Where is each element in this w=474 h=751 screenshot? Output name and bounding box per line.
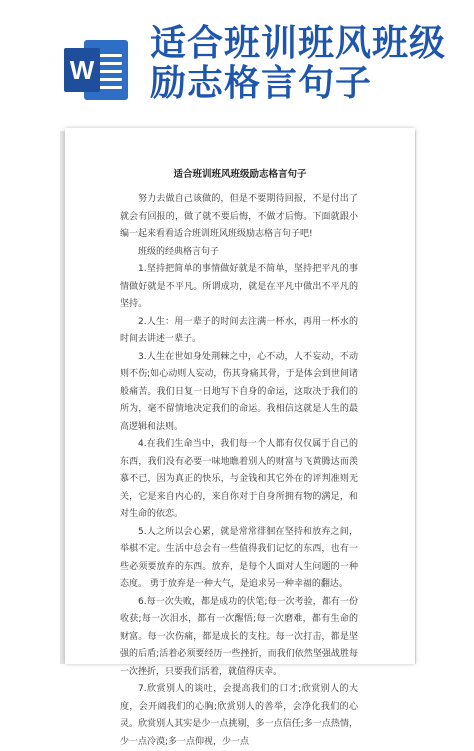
paragraph-intro: 努力去做自己该做的，但是不要期待回报，不是付出了就会有回报的，做了就不要后悔，不做才后悔。下面就跟小编一起来看看适合班训班风班级励志格言句子吧!	[120, 194, 358, 239]
header-banner	[0, 0, 474, 140]
paragraph-4: 4.在我们生命当中，我们每一个人都有仅仅属于自己的东西，我们没有必要一味地瞧着别人的财富与飞黄腾达而羡慕不已，因为真正的快乐，与金钱和其它外在的评判准则无关，它是来自内心的，来自你对于自身所拥有物的满足，和对生命的依恋。	[120, 439, 358, 519]
word-icon-letter: W	[64, 48, 100, 92]
paragraph-1: 1.坚持把简单的事情做好就是不简单，坚持把平凡的事情做好就是不平凡。所谓成功，就是在平凡中做出不平凡的坚持。	[120, 264, 358, 309]
document-heading: 适合班训班风班级励志格言句子	[173, 169, 307, 180]
paragraph-3: 3.人生在世如身处荆棘之中，心不动，人不妄动，不动则不伤;如心动则人妄动，伤其身痛其骨，于是体会到世间诸般痛苦。我们日复一日地写下自身的命运，这取决于我们的所为，毫不留情地决定我们的命运。我相信这就是人生的最高逻辑和法则。	[120, 351, 358, 432]
banner-title-line-1: 适合班训班风班级	[150, 23, 447, 64]
paragraph-6: 6.每一次失败，都是成功的伏笔;每一次考验，都有一份收获;每一次泪水，都有一次醒悟;每一次磨难，都有生命的财富。每一次伤痛，都是成长的支柱。每一次打击，都是坚强的后盾;活着必须要经历一些挫折，而我们依然坚强战胜每一次挫折，只要我们活着，就值得庆幸。	[120, 596, 358, 677]
banner-title-line-2: 励志格言句子	[150, 63, 373, 104]
document-page	[65, 128, 415, 747]
document-body	[120, 191, 358, 751]
paragraph-section-title: 班级的经典格言句子	[138, 246, 220, 257]
paragraph-5: 5.人之所以会心累，就是常常徘徊在坚持和放弃之间，举棋不定。生活中总会有一些值得我们记忆的东西，也有一些必须要放弃的东西。放弃，是每个人面对人生问题的一种态度。 勇于放弃是一种大气，是追求另一种幸福的翻达。	[120, 526, 358, 589]
paragraph-7: 7.欣赏别人的谈吐，会提高我们的口才;欣赏别人的大度，会开阔我们的心胸;欣赏别人的善举，会净化我们的心灵。欣赏别人其实是少一点挑剔，多一点信任;多一点热情，少一点冷漠;多一点仰视，少一点	[120, 684, 358, 747]
paragraph-2: 2.人生：用一辈子的时间去注满一杯水，再用一杯水的时间去讲述一辈子。	[120, 316, 358, 344]
word-document-icon	[64, 40, 128, 100]
banner-title	[150, 24, 460, 104]
